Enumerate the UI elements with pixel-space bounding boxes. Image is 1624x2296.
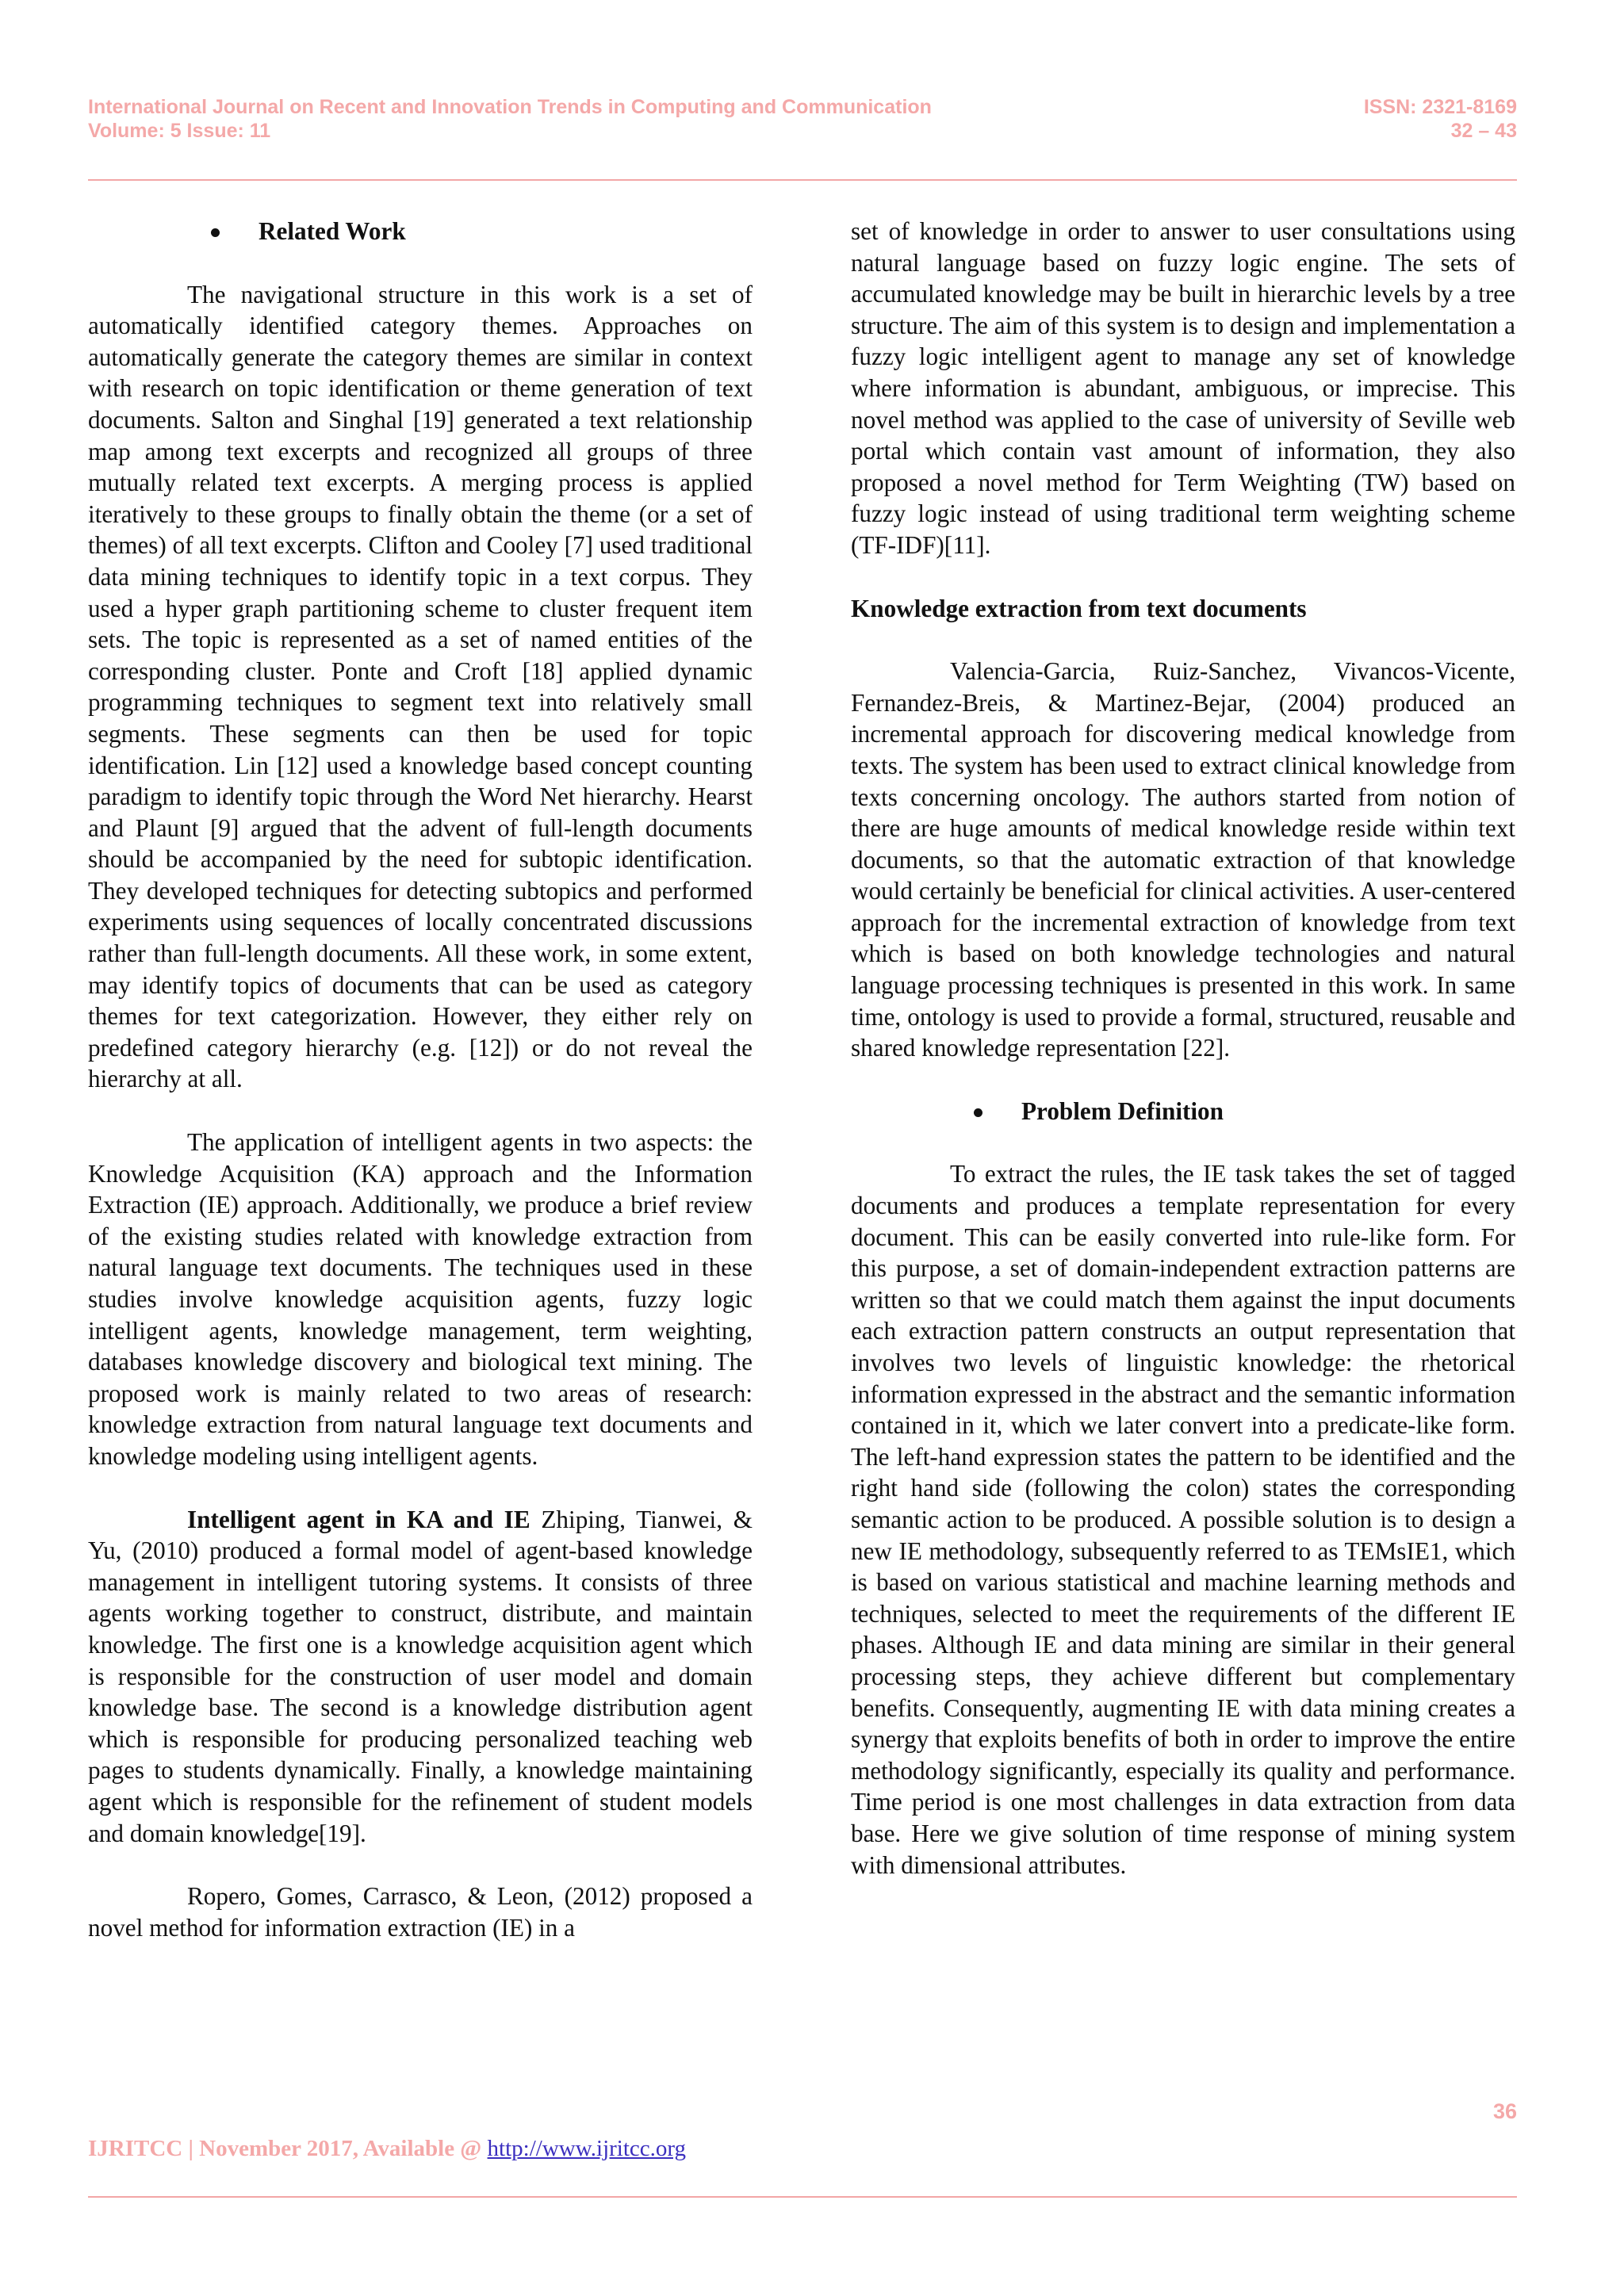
header-right: [1364, 95, 1517, 143]
journal-title: International Journal on Recent and Innovation Trends in Computing and Communication: [88, 96, 932, 118]
paragraph: set of knowledge in order to answer to user consultations using natural language based on fuzzy logic engine. The sets of accumulated knowledge may be built in hierarchic levels by a tree structure. The aim of this system is to design and implementation a fuzzy logic intelligent agent to manage any set of knowledge where information is abundant, ambiguous, or imprecise. This novel method was applied to the case of university of Seville web portal which contain vast amount of information, they also proposed a novel method for Term Weighting (TW) based on fuzzy logic instead of using traditional term weighting scheme (TF-IDF)[11].: [851, 217, 1515, 559]
volume-issue: Volume: 5 Issue: 11: [88, 120, 271, 142]
paragraph: [88, 1504, 753, 1850]
issn: ISSN: 2321-8169: [1363, 96, 1517, 118]
paragraph-text: Zhiping, Tianwei, & Yu, (2010) produced a formal model of agent-based knowledge management in intelligent tutoring systems. It consists of three agents working together to construct, distribute, and maintain knowledge. The first one is a knowledge acquisition agent which is responsible for the construction of user model and domain knowledge base. The second is a knowledge distribution agent which is responsible for producing personalized teaching web pages to students dynamically. Finally, a knowledge maintaining agent which is responsible for the refinement of student models and domain knowledge[19].: [88, 1505, 753, 1847]
footer: [88, 2136, 686, 2162]
paragraph: The application of intelligent agents in two aspects: the Knowledge Acquisition (KA) approach and the Information Extraction (IE) approach. Additionally, we produce a brief review of the existing studies related with knowledge extraction from natural language text documents. The techniques used in these studies involve knowledge acquisition agents, fuzzy logic intelligent agents, knowledge management, term weighting, databases knowledge discovery and biological text mining. The proposed work is mainly related to two areas of research: knowledge extraction from natural language text documents and knowledge modeling using intelligent agents.: [88, 1128, 753, 1470]
page-number: 36: [1492, 2099, 1517, 2123]
page-range: 32 – 43: [1450, 120, 1517, 142]
section-heading-related-work: Related Work: [88, 216, 753, 247]
running-header: [88, 95, 1517, 143]
paragraph: The navigational structure in this work is a set of automatically identified category themes. Approaches on automatically generate the category themes are similar in context with research on topic identification or theme generation of text documents. Salton and Singhal [19] generated a text relationship map among text excerpts and recognized all groups of three mutually related text excerpts. A merging process is applied iteratively to these groups to finally obtain the theme (or a set of themes) of all text excerpts. Clifton and Cooley [7] used traditional data mining techniques to identify topic in a text corpus. They used a hyper graph partitioning scheme to cluster frequent item sets. The topic is represented as a set of named entities of the corresponding cluster. Ponte and Croft [18] applied dynamic programming techniques to segment text into relatively small segments. These segments can then be used for topic identification. Lin [12] used a knowledge based concept counting paradigm to identify topic through the Word Net hierarchy. Hearst and Plaunt [9] argued that the advent of full-length documents should be accompanied by the need for subtopic identification. They developed techniques for detecting subtopics and performed experiments using sequences of locally concentrated discussions rather than full-length documents. All these work, in some extent, may identify topics of documents that can be used as category themes for text categorization. However, they either rely on predefined category hierarchy (e.g. [12]) or do not reveal the hierarchy at all.: [88, 280, 753, 1093]
footer-rule: [88, 2196, 1517, 2198]
header-rule: [88, 179, 1517, 181]
left-column: [88, 216, 753, 1975]
bullet-icon: [211, 228, 220, 237]
footer-link[interactable]: http://www.ijritcc.org: [487, 2136, 687, 2161]
section-heading-knowledge-extraction: Knowledge extraction from text documents: [851, 594, 1307, 622]
section-heading-problem-definition: Problem Definition: [851, 1096, 1515, 1127]
paragraph: Valencia-Garcia, Ruiz-Sanchez, Vivancos-Vicente, Fernandez-Breis, & Martinez-Bejar, (2004) produced an incremental approach for discovering medical knowledge from texts. The system has been used to extract clinical knowledge from texts concerning oncology. The authors started from notion of there are huge amounts of medical knowledge reside within text documents, so that the automatic extraction of that knowledge would certainly be beneficial for clinical activities. A user-centered approach for the incremental extraction of knowledge from text which is based on both knowledge technologies and natural language processing techniques is presented in this work. In same time, ontology is used to provide a formal, structured, reusable and shared knowledge representation [22].: [851, 657, 1515, 1062]
paragraph: Ropero, Gomes, Carrasco, & Leon, (2012) proposed a novel method for information extraction (IE) in a: [88, 1882, 753, 1942]
inline-heading: Intelligent agent in KA and IE: [187, 1505, 530, 1533]
right-column: [851, 216, 1515, 1912]
bullet-icon: [974, 1108, 982, 1117]
paragraph: To extract the rules, the IE task takes the set of tagged documents and produces a template representation for every document. This can be easily converted into rule-like form. For this purpose, a set of domain-independent extraction patterns are written so that we could match them against the input documents each extraction pattern constructs an output representation that involves two levels of linguistic knowledge: the rhetorical information expressed in the abstract and the semantic information contained in it, which we later convert into a predicate-like form. The left-hand expression states the pattern to be identified and the right hand side (following the colon) states the corresponding semantic action to be produced. A possible solution is to design a new IE methodology, subsequently referred to as TEMsIE1, which is based on various statistical and machine learning methods and techniques, selected to meet the requirements of the different IE phases. Although IE and data mining are similar in their general processing steps, they achieve different but complementary benefits. Consequently, augmenting IE with data mining creates a synergy that exploits benefits of both in order to improve the entire methodology significantly, especially its quality and performance. Time period is one most challenges in data extraction from data base. Here we give solution of time response of mining system with dimensional attributes.: [851, 1160, 1515, 1879]
footer-text: IJRITCC | November 2017, Available @: [88, 2136, 488, 2161]
